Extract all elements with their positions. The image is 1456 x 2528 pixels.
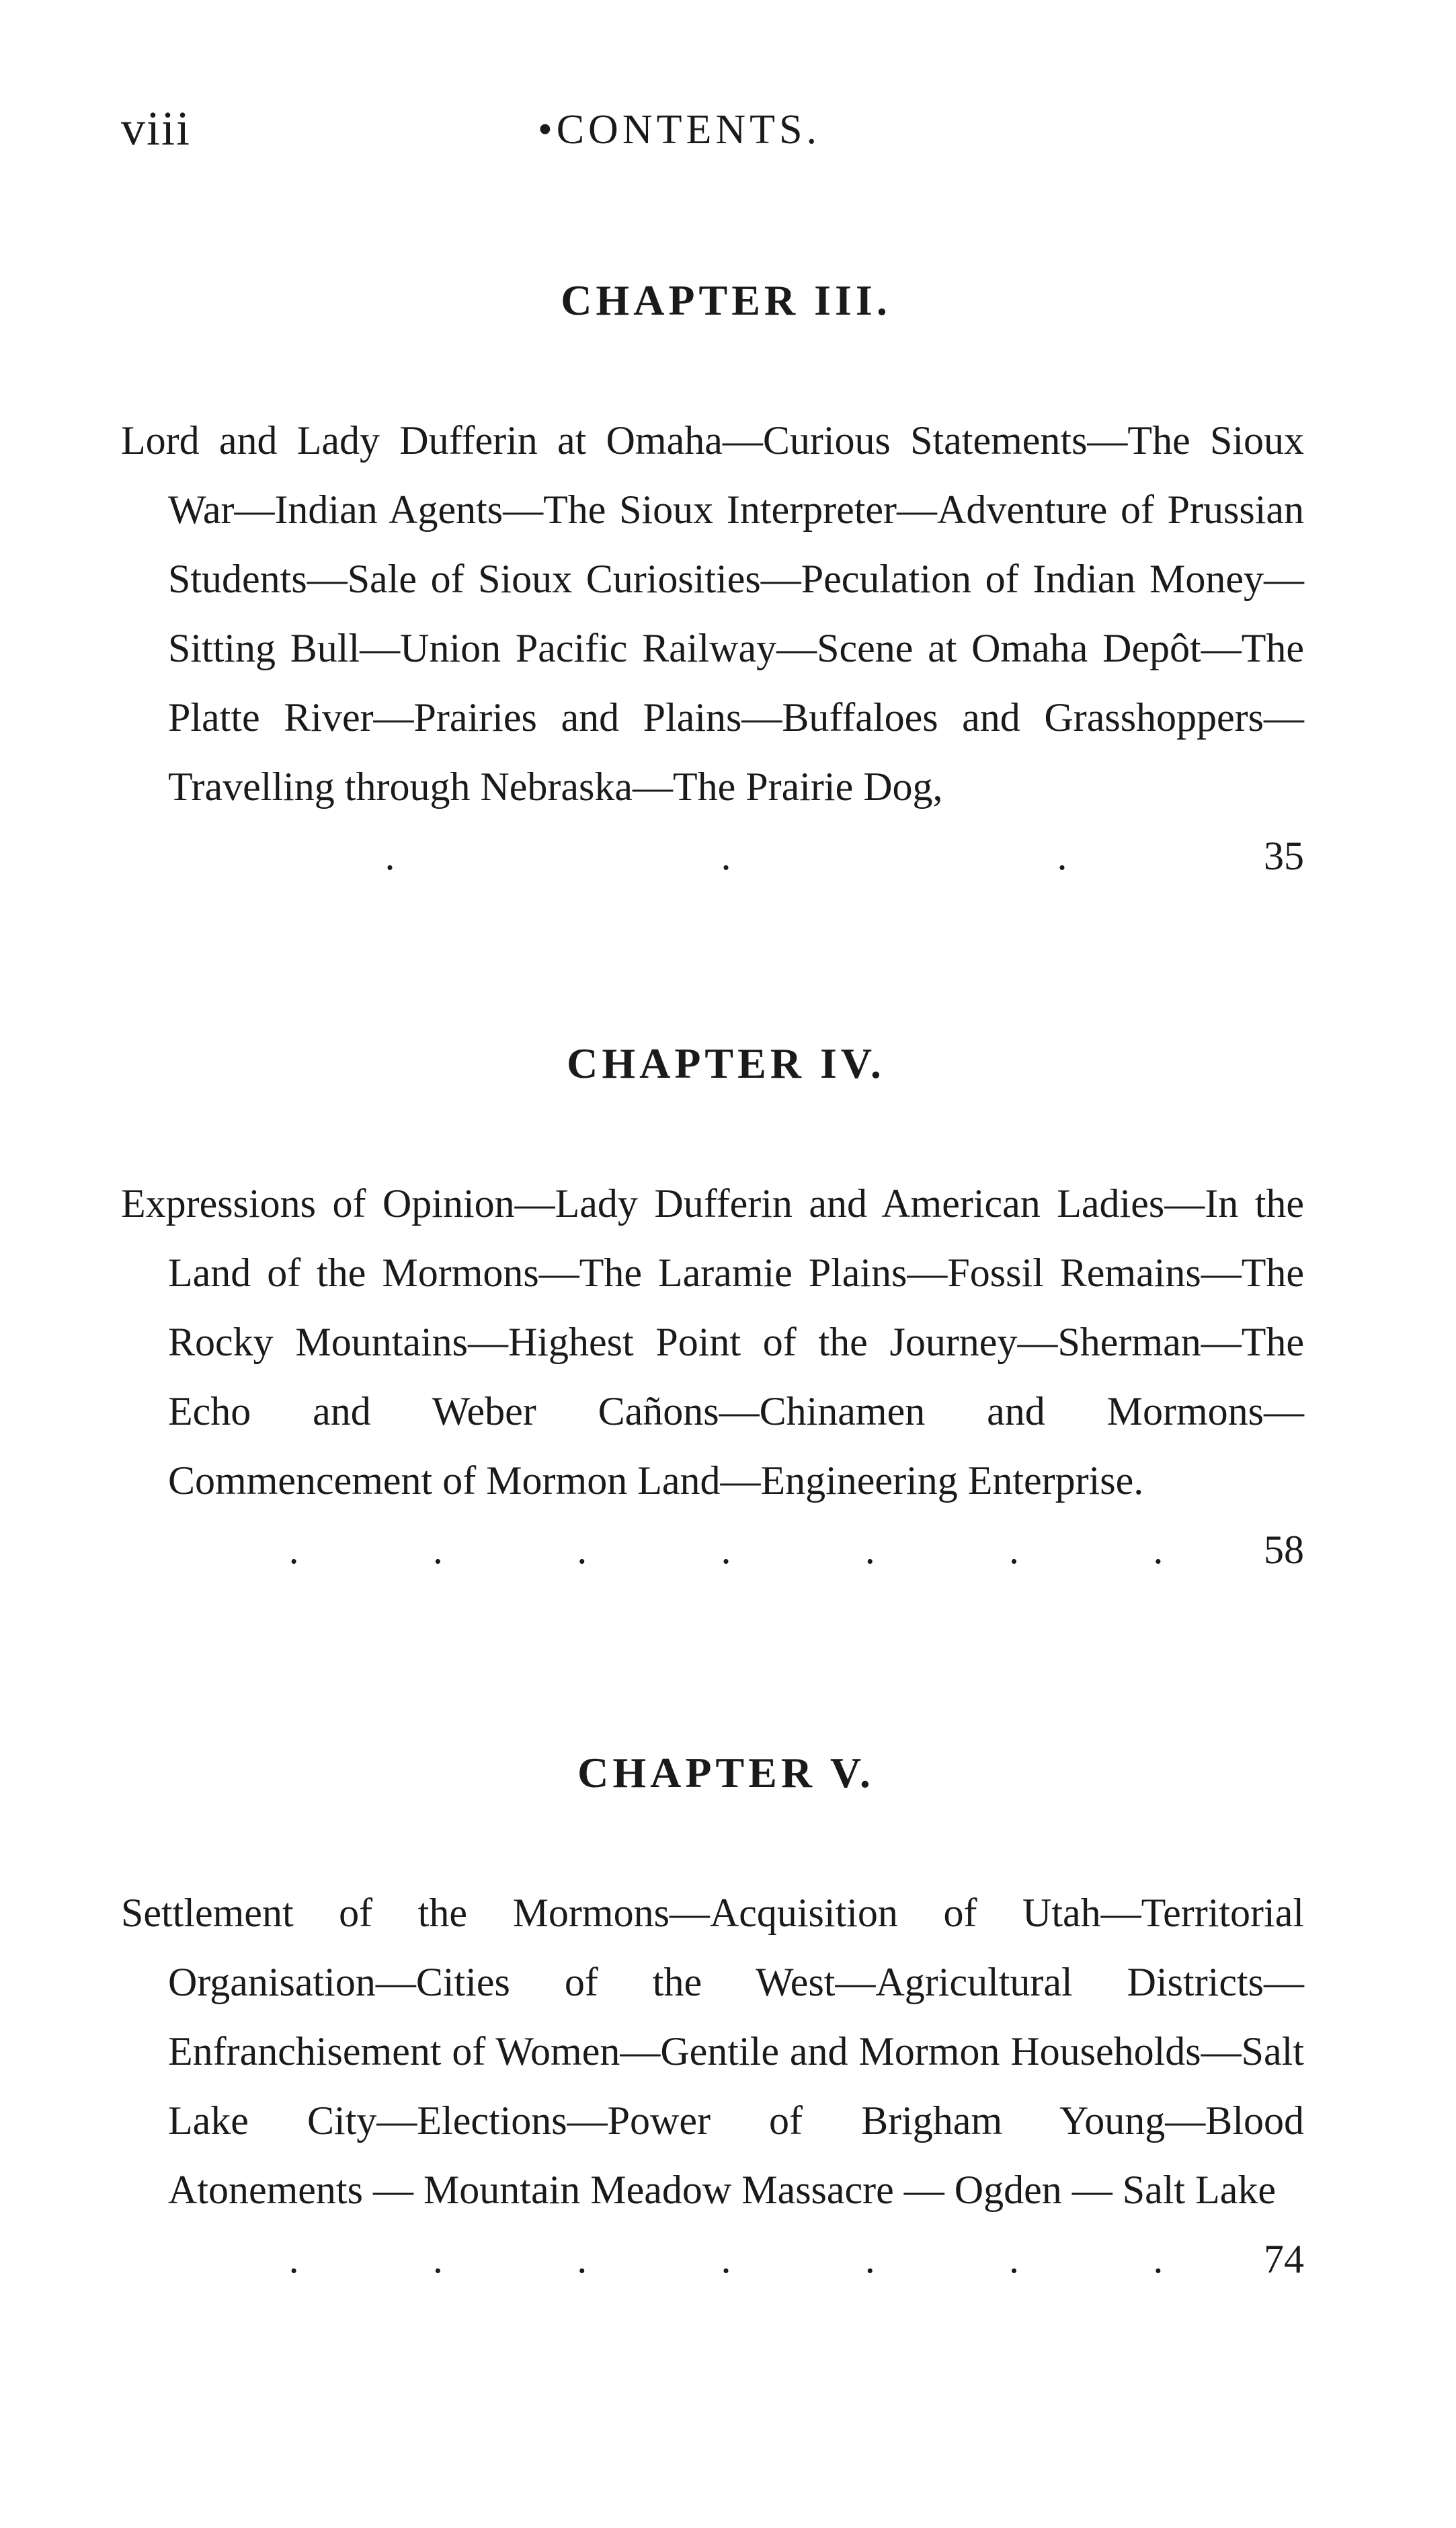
chapter-heading: CHAPTER IV. xyxy=(567,1039,885,1087)
page-number: viii xyxy=(121,102,192,155)
page-reference-line xyxy=(121,822,1304,891)
page-reference: 58 xyxy=(1264,1528,1304,1572)
chapter-5-entry xyxy=(121,1748,1304,2294)
dot-leader: . . . xyxy=(385,834,1067,878)
running-title: •CONTENTS. xyxy=(538,107,821,153)
chapter-summary-text: Expressions of Opinion—Lady Dufferin and American Ladies—In the Land of the Mormons—The Laramie Plains—Fossil Remains—The Rocky Mountains—Highest Point of the Journey—Sherman—The Echo and Weber Cañons—Chinamen and Mormons—Commencement of Mormon Land—Engineering Enterprise. xyxy=(121,1181,1304,1503)
dot-leader: . . . . . . . xyxy=(288,2237,1164,2281)
page-reference: 74 xyxy=(1264,2237,1304,2281)
chapter-summary xyxy=(121,1169,1304,1515)
chapter-summary-text: Settlement of the Mormons—Acquisition of Utah—Territorial Organisation—Cities of the West—Agricultural Districts—Enfranchisement of Women—Gentile and Mormon Households—Salt Lake City—Elections—Power of Brigham Young—Blood Atonements — Mountain Meadow Massacre — Ogden — Salt Lake xyxy=(121,1891,1304,2212)
chapter-summary xyxy=(121,406,1304,822)
chapter-heading: CHAPTER III. xyxy=(561,276,891,324)
page-reference: 35 xyxy=(1264,834,1304,878)
page-reference-line xyxy=(121,2225,1304,2294)
dot-leader: . . . . . . . xyxy=(288,1528,1164,1572)
page-header xyxy=(121,101,1304,175)
chapter-summary xyxy=(121,1879,1304,2225)
chapter-heading: CHAPTER V. xyxy=(577,1749,875,1796)
chapter-3-entry xyxy=(121,276,1304,891)
chapter-4-entry xyxy=(121,1039,1304,1585)
chapter-summary-text: Lord and Lady Dufferin at Omaha—Curious Statements—The Sioux War—Indian Agents—The Sioux Interpreter—Adventure of Prussian Students—Sale of Sioux Curiosities—Peculation of Indian Money—Sitting Bull—Union Pacific Railway—Scene at Omaha Depôt—The Platte River—Prairies and Plains—Buffaloes and Grasshoppers—Travelling through Nebraska—The Prairie Dog, xyxy=(121,418,1304,809)
page-reference-line xyxy=(121,1515,1304,1585)
